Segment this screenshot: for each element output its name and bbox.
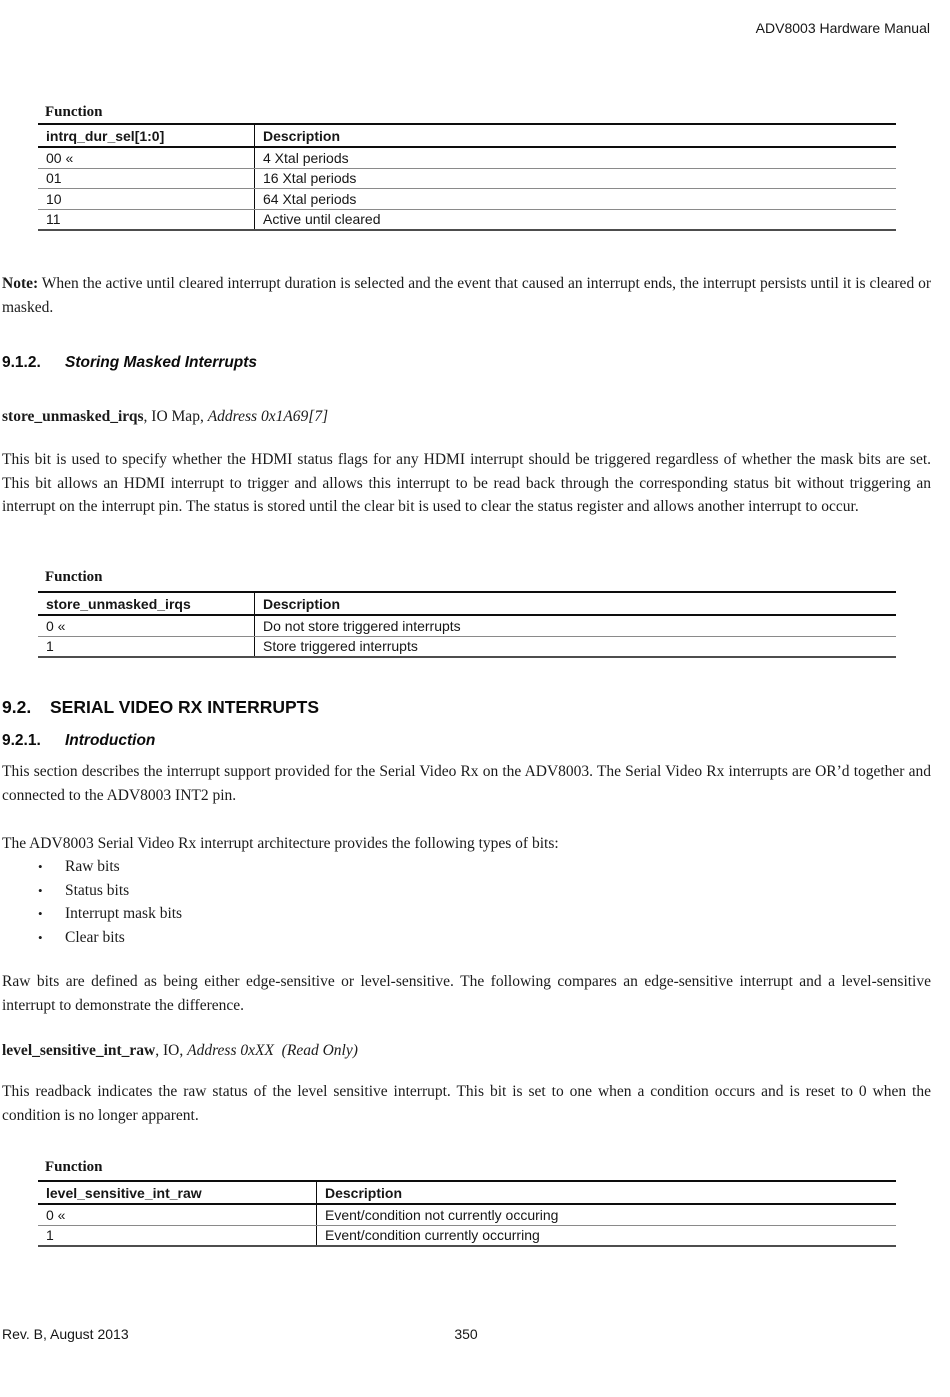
function-table-intrq-dur-sel (38, 123, 896, 231)
function-label-2: Function (45, 569, 103, 585)
list-item (2, 855, 931, 879)
col-header-field: intrq_dur_sel[1:0] (38, 124, 255, 147)
page-header-title: ADV8003 Hardware Manual (755, 20, 930, 36)
table-header-row (38, 1181, 896, 1204)
cell-description: Event/condition not currently occuring (317, 1204, 897, 1225)
function-label-1: Function (45, 104, 103, 120)
cell-description: 64 Xtal periods (255, 189, 897, 210)
table-row (38, 209, 896, 230)
list-item (2, 926, 931, 950)
bit-types-list (2, 855, 931, 949)
table-header-row (38, 124, 896, 147)
bullet-icon: • (38, 906, 43, 921)
note-paragraph (2, 272, 931, 319)
col-header-description: Description (255, 124, 897, 147)
page-number: 350 (454, 1326, 478, 1342)
section-number: 9.2. (2, 697, 32, 717)
footer-revision: Rev. B, August 2013 (2, 1326, 129, 1342)
table-row (38, 636, 896, 657)
list-item-label: Status bits (65, 881, 130, 899)
section-heading-9-2 (2, 697, 319, 718)
table-row (38, 168, 896, 189)
cell-description: Event/condition currently occurring (317, 1225, 897, 1246)
register-map: , IO, (155, 1042, 188, 1059)
section-number: 9.2.1. (2, 732, 41, 749)
function-label-3: Function (45, 1159, 103, 1175)
cell-value: 01 (38, 168, 255, 189)
raw-bits-paragraph: Raw bits are defined as being either edge-sensitive or level-sensitive. The following compares an edge-sensitive interrupt and a level-sensitive interrupt to demonstrate the difference. (2, 973, 931, 1014)
readback-paragraph: This readback indicates the raw status of the level sensitive interrupt. This bit is set to one when a condition occurs and is reset to 0 when the condition is no longer apparent. (2, 1083, 931, 1124)
note-body: When the active until cleared interrupt duration is selected and the event that caused an interrupt ends, the interrupt persists until it is cleared or masked. (2, 275, 931, 316)
list-item (2, 902, 931, 926)
store-unmasked-description: This bit is used to specify whether the HDMI status flags for any HDMI interrupt should be triggered regardless of whether the mask bits are set. This bit allows an HDMI interrupt to trigger and allows this interrupt to be read back through the corresponding status bit without triggering an interrupt on the interrupt pin. The status is stored until the clear bit is used to clear the status register and allows another interrupt to occur. (2, 451, 931, 515)
list-item (2, 879, 931, 903)
list-item-label: Interrupt mask bits (65, 905, 183, 922)
function-table-level-sensitive-int-raw (38, 1180, 896, 1247)
table-row (38, 615, 896, 636)
table-header-row (38, 592, 896, 615)
cell-description: Do not store triggered interrupts (255, 615, 897, 636)
architecture-paragraph: The ADV8003 Serial Video Rx interrupt architecture provides the following types of bits: (2, 835, 559, 852)
bullet-icon: • (38, 882, 43, 898)
section-heading-9-1-2 (2, 354, 257, 372)
section-title: SERIAL VIDEO RX INTERRUPTS (50, 697, 320, 717)
col-header-field: level_sensitive_int_raw (38, 1181, 317, 1204)
section-title: Introduction (65, 732, 156, 749)
cell-value: 11 (38, 209, 255, 230)
register-map: , IO Map, (143, 408, 208, 425)
section-title: Storing Masked Interrupts (65, 354, 258, 371)
cell-value: 0 « (38, 1204, 317, 1225)
cell-value: 1 (38, 636, 255, 657)
bullet-icon: • (38, 929, 43, 945)
note-label: Note: (2, 275, 39, 292)
register-line-level-sensitive-int-raw (2, 1039, 931, 1063)
table-row (38, 147, 896, 168)
section-heading-9-2-1 (2, 732, 155, 750)
cell-description: Active until cleared (255, 209, 897, 230)
list-item-label: Raw bits (65, 858, 120, 875)
table-row (38, 1225, 896, 1246)
register-name: level_sensitive_int_raw (2, 1042, 156, 1059)
register-address: Address 0xXX (Read Only) (187, 1042, 358, 1059)
cell-description: 4 Xtal periods (255, 147, 897, 168)
cell-value: 10 (38, 189, 255, 210)
list-item-label: Clear bits (65, 928, 125, 946)
col-header-field: store_unmasked_irqs (38, 592, 255, 615)
cell-value: 00 « (38, 147, 255, 168)
intro-paragraph: This section describes the interrupt support provided for the Serial Video Rx on the ADV8003. The Serial Video Rx interrupts are OR’d together and connected to the ADV8003 INT2 pin. (2, 763, 931, 804)
cell-value: 1 (38, 1225, 317, 1246)
table-row (38, 1204, 896, 1225)
register-name: store_unmasked_irqs (2, 408, 144, 425)
cell-description: 16 Xtal periods (255, 168, 897, 189)
register-line-store-unmasked-irqs (2, 405, 931, 429)
cell-value: 0 « (38, 615, 255, 636)
register-address: Address 0x1A69[7] (207, 408, 329, 425)
bullet-icon: • (38, 859, 43, 874)
cell-description: Store triggered interrupts (255, 636, 897, 657)
col-header-description: Description (317, 1181, 897, 1204)
function-table-store-unmasked-irqs (38, 591, 896, 658)
section-number: 9.1.2. (2, 354, 41, 371)
table-row (38, 189, 896, 210)
col-header-description: Description (255, 592, 897, 615)
